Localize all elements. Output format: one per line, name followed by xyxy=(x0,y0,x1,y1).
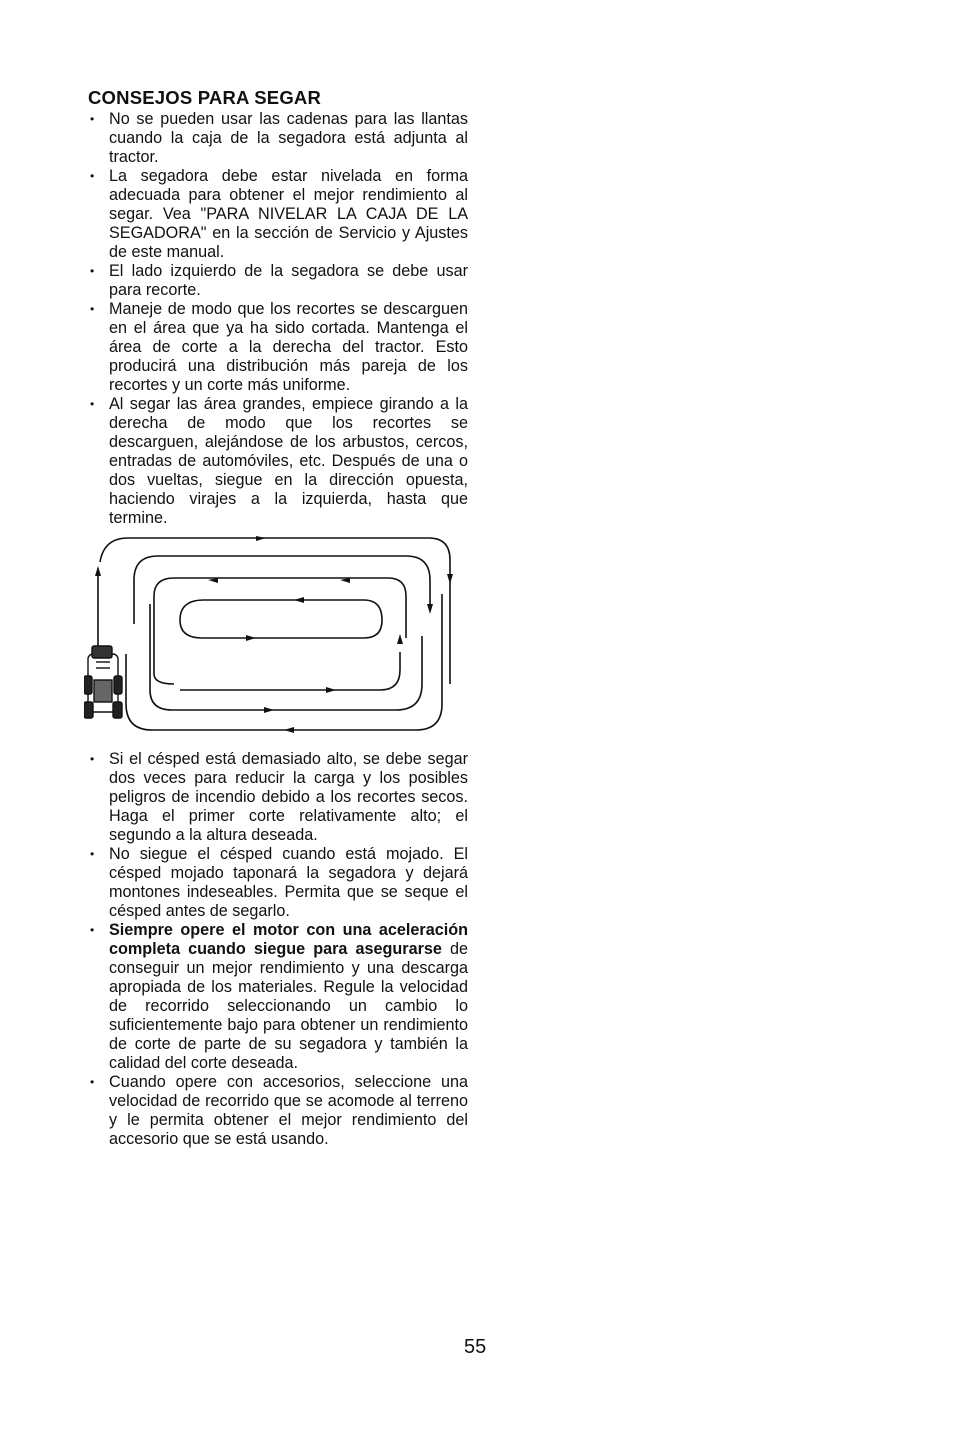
tip-bold-rest: de conseguir un mejor rendimiento y una descarga apropiada de los materiales. Regule la velocidad de recorrido seleccionando un cambio lo suficientemente bajo para obtener un rendimiento de corte de parte de su segadora y también la calidad del corte deseada. xyxy=(109,940,468,1072)
tip-item-emphasis xyxy=(88,921,468,1073)
tip-item: • Maneje de modo que los recortes se descarguen en el área que ya ha sido cortada. Mantenga el área de corte a la derecha del tractor. Esto producirá una distribución más pareja de los recortes y un corte más uniforme. xyxy=(88,300,468,395)
page-number: 55 xyxy=(464,1336,487,1358)
tractor-icon xyxy=(84,646,122,718)
tip-item: • Cuando opere con accesorios, seleccione una velocidad de recorrido que se acomode al terreno y le permita obtener el mejor rendimiento del accesorio que se está usando. xyxy=(88,1073,468,1149)
tips-list-top xyxy=(88,110,468,528)
tip-item: • Si el césped está demasiado alto, se debe segar dos veces para reducir la carga y los posibles peligros de incendio debido a los recortes secos. Haga el primer corte relativamente alto; el segundo a la altura deseada. xyxy=(88,750,468,845)
loop-2 xyxy=(134,556,430,624)
tip-item: • El lado izquierdo de la segadora se debe usar para recorte. xyxy=(88,262,468,300)
direction-arrows xyxy=(95,536,453,733)
loop-3b xyxy=(180,652,400,690)
tip-item: • Al segar las área grandes, empiece girando a la derecha de modo que los recortes se descarguen, alejándose de los arbustos, cercos, entradas de automóviles, etc. Después de una o dos vueltas, siegue en la dirección opuesta, haciendo virajes a la izquierda, hasta que termine. xyxy=(88,395,468,528)
tip-item: • La segadora debe estar nivelada en forma adecuada para obtener el mejor rendimiento al segar. Vea "PARA NIVELAR LA CAJA DE LA SEGADORA" en la sección de Servicio y Ajustes de este manual. xyxy=(88,167,468,262)
tip-bold-lead: Siempre opere el motor con una aceleración completa cuando siegue para asegurarse xyxy=(109,921,468,958)
tip-item: • No siegue el césped cuando está mojado. El césped mojado taponará la segadora y dejará montones indeseables. Permita que se seque el césped antes de segarlo. xyxy=(88,845,468,921)
tips-list-bottom xyxy=(88,750,468,1149)
mowing-path-svg xyxy=(84,534,456,748)
outer-path-top xyxy=(100,538,450,684)
section-heading: CONSEJOS PARA SEGAR xyxy=(88,87,322,108)
tip-item: • No se pueden usar las cadenas para las llantas cuando la caja de la segadora está adjunta al tractor. xyxy=(88,110,468,167)
loop-inner xyxy=(180,600,382,638)
loop-3 xyxy=(154,578,406,684)
content-column xyxy=(88,88,468,1149)
mowing-path-diagram xyxy=(84,534,456,748)
